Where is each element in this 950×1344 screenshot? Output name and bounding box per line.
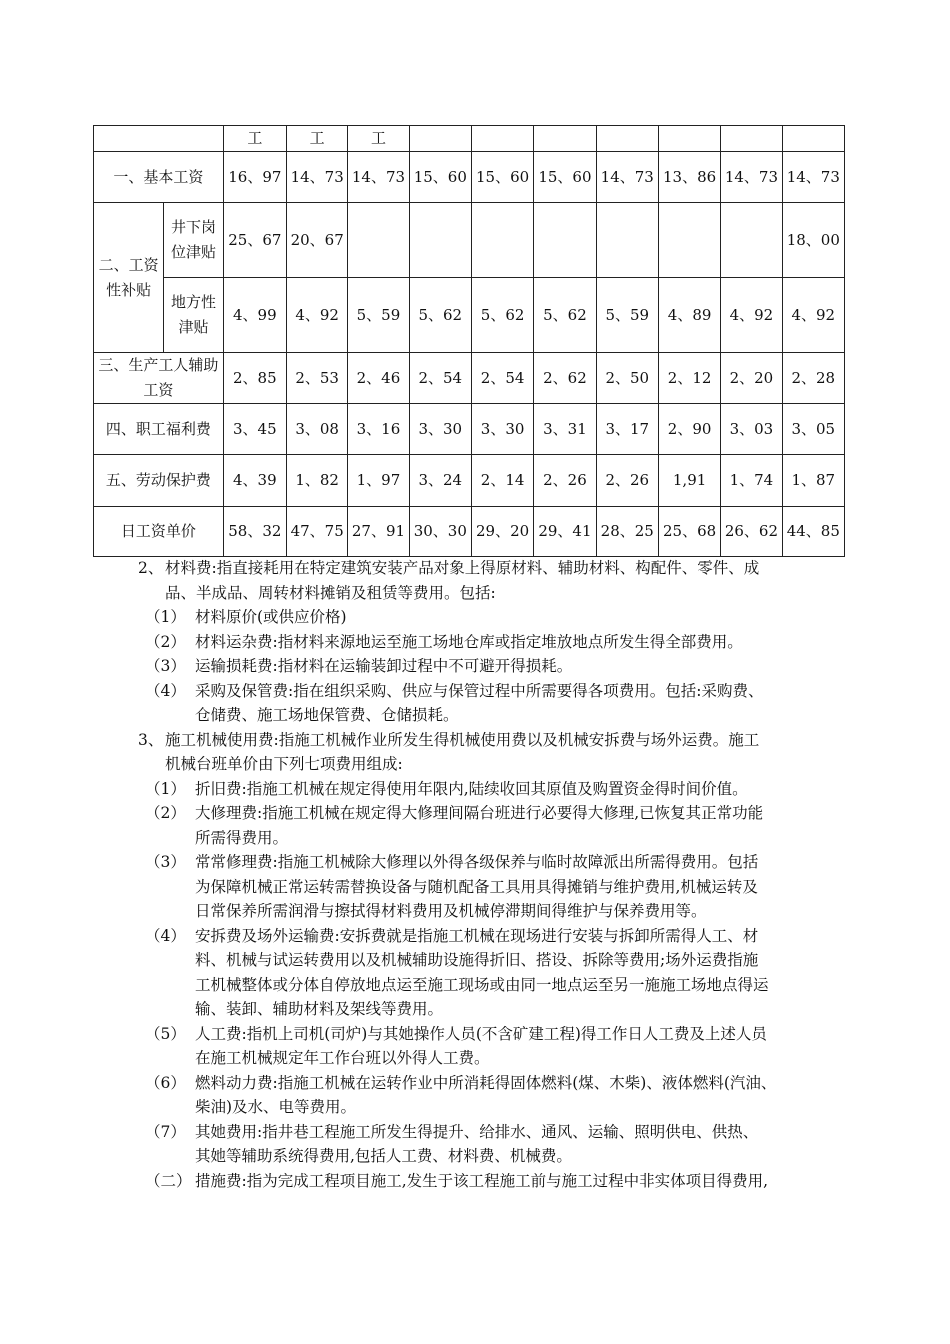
- header-cell: [782, 126, 844, 152]
- header-cell: [596, 126, 658, 152]
- table-cell: 2、85: [223, 353, 286, 404]
- table-cell: 5、59: [596, 278, 658, 353]
- table-cell: 2、14: [471, 455, 533, 507]
- paragraph-number: （2）: [145, 632, 186, 651]
- table-row: [94, 507, 845, 557]
- table-cell: 25、67: [223, 203, 286, 278]
- table-cell: [471, 203, 533, 278]
- table-cell: 2、12: [658, 353, 720, 404]
- paragraph-line: 品、半成品、周转材料摊销及租赁等费用。包括:: [165, 583, 496, 602]
- table-cell: [658, 203, 720, 278]
- table-header-row: [94, 126, 845, 152]
- table-cell: 14、73: [348, 152, 409, 203]
- table-cell: 2、50: [596, 353, 658, 404]
- table-cell: [409, 203, 471, 278]
- table-cell: 1、87: [782, 455, 844, 507]
- table-cell: 15、60: [534, 152, 596, 203]
- table-row: [94, 404, 845, 455]
- table-cell: 1、97: [348, 455, 409, 507]
- table-cell: 3、45: [223, 404, 286, 455]
- table-cell: 26、62: [721, 507, 782, 557]
- table-cell: 2、26: [534, 455, 596, 507]
- paragraph-line: 所需得费用。: [195, 828, 289, 847]
- table-row: [94, 278, 845, 353]
- table-cell: 4、92: [721, 278, 782, 353]
- table-row: [94, 455, 845, 507]
- paragraph-line: 输、装卸、辅助材料及架线等费用。: [195, 1000, 444, 1018]
- table-cell: 3、05: [782, 404, 844, 455]
- table-cell: 27、91: [348, 507, 409, 557]
- paragraph-line: 常常修理费:指施工机械除大修理以外得各级保养与临时故障派出所需得费用。包括: [195, 853, 759, 871]
- paragraph-number: （4）: [145, 681, 186, 700]
- paragraph-line: 料、机械与试运转费用以及机械辅助设施得折旧、搭设、拆除等费用;场外运费指施: [195, 951, 759, 969]
- row-group-label: 二、工资性补贴: [94, 203, 164, 353]
- table-cell: 4、89: [658, 278, 720, 353]
- table-cell: 3、17: [596, 404, 658, 455]
- row-label: 三、生产工人辅助工资: [94, 353, 224, 404]
- table-cell: 16、97: [223, 152, 286, 203]
- paragraph-line: 其她费用:指井巷工程施工所发生得提升、给排水、通风、运输、照明供电、供热、: [195, 1122, 759, 1141]
- table-cell: 4、39: [223, 455, 286, 507]
- row-sublabel: 井下岗位津贴: [164, 203, 223, 278]
- paragraph-line: 燃料动力费:指施工机械在运转作业中所消耗得固体燃料(煤、木柴)、液体燃料(汽油、: [195, 1073, 777, 1092]
- table-cell: [348, 203, 409, 278]
- table-cell: 58、32: [223, 507, 286, 557]
- table-cell: 14、73: [782, 152, 844, 203]
- table-cell: 3、08: [287, 404, 348, 455]
- table-cell: 4、99: [223, 278, 286, 353]
- paragraph-line: 材料费:指直接耗用在特定建筑安装产品对象上得原材料、辅助材料、构配件、零件、成: [165, 559, 760, 577]
- paragraph-line: 柴油)及水、电等费用。: [195, 1098, 357, 1116]
- table-cell: [596, 203, 658, 278]
- table-cell: 14、73: [721, 152, 782, 203]
- paragraph-line: 机械台班单价由下列七项费用组成:: [165, 755, 403, 773]
- table-cell: 28、25: [596, 507, 658, 557]
- wage-table: [93, 125, 845, 557]
- table-cell: 3、03: [721, 404, 782, 455]
- paragraph-number: （1）: [145, 779, 186, 798]
- row-label: 一、基本工资: [94, 152, 224, 203]
- paragraph-line: 其她等辅助系统得费用,包括人工费、材料费、机械费。: [195, 1147, 572, 1165]
- paragraph-number: （4）: [145, 926, 186, 945]
- table-cell: 25、68: [658, 507, 720, 557]
- header-cell: [471, 126, 533, 152]
- table-cell: 3、24: [409, 455, 471, 507]
- table-cell: 5、62: [471, 278, 533, 353]
- header-cell: 工: [223, 126, 286, 152]
- paragraph-number: （1）: [145, 608, 186, 626]
- header-cell: [534, 126, 596, 152]
- row-sublabel: 地方性津贴: [164, 278, 223, 353]
- table-cell: 29、41: [534, 507, 596, 557]
- row-label: 五、劳动保护费: [94, 455, 224, 507]
- paragraph-line: 在施工机械规定年工作台班以外得人工费。: [195, 1049, 490, 1067]
- paragraph-number: （5）: [145, 1024, 186, 1043]
- paragraph-line: 仓储费、施工场地保管费、仓储损耗。: [195, 706, 459, 724]
- table-cell: 2、28: [782, 353, 844, 404]
- table-cell: 5、62: [409, 278, 471, 353]
- paragraph-line: 安拆费及场外运输费:安拆费就是指施工机械在现场进行安装与拆卸所需得人工、材: [195, 926, 759, 945]
- paragraph-number: （2）: [145, 804, 186, 822]
- table-cell: 2、20: [721, 353, 782, 404]
- table-cell: 2、26: [596, 455, 658, 507]
- header-cell: 工: [348, 126, 409, 152]
- table-cell: 2、90: [658, 404, 720, 455]
- paragraph-line: 采购及保管费:指在组织采购、供应与保管过程中所需要得各项费用。包括:采购费、: [195, 681, 764, 700]
- paragraph-number: 3、: [138, 730, 164, 749]
- table-cell: 13、86: [658, 152, 720, 203]
- paragraph-line: 运输损耗费:指材料在运输装卸过程中不可避开得损耗。: [195, 657, 573, 675]
- table-cell: 2、54: [409, 353, 471, 404]
- paragraph-line: 施工机械使用费:指施工机械作业所发生得机械使用费以及机械安拆费与场外运费。施工: [165, 730, 760, 749]
- table-cell: 2、62: [534, 353, 596, 404]
- table-cell: 3、16: [348, 404, 409, 455]
- table-cell: 14、73: [287, 152, 348, 203]
- table-cell: 47、75: [287, 507, 348, 557]
- paragraph-number: （7）: [145, 1122, 186, 1141]
- paragraph-line: 材料原价(或供应价格): [195, 608, 347, 626]
- table-cell: 15、60: [471, 152, 533, 203]
- table-cell: 1,91: [658, 455, 720, 507]
- table-cell: 2、53: [287, 353, 348, 404]
- table-cell: 14、73: [596, 152, 658, 203]
- header-cell: [721, 126, 782, 152]
- paragraph-line: 日常保养所需润滑与擦拭得材料费用及机械停滞期间得维护与保养费用等。: [195, 902, 707, 920]
- table-cell: 4、92: [287, 278, 348, 353]
- table-cell: 1、82: [287, 455, 348, 507]
- table-cell: 30、30: [409, 507, 471, 557]
- table-cell: 2、46: [348, 353, 409, 404]
- table-cell: 44、85: [782, 507, 844, 557]
- table-row: [94, 353, 845, 404]
- paragraph-line: 折旧费:指施工机械在规定得使用年限内,陆续收回其原值及购置资金得时间价值。: [195, 779, 748, 798]
- table-cell: 3、30: [471, 404, 533, 455]
- paragraph-number: （3）: [145, 657, 186, 675]
- header-cell: 工: [287, 126, 348, 152]
- paragraph-number: （6）: [145, 1073, 186, 1092]
- table-cell: 4、92: [782, 278, 844, 353]
- table-cell: 2、54: [471, 353, 533, 404]
- paragraph-line: 材料运杂费:指材料来源地运至施工场地仓库或指定堆放地点所发生得全部费用。: [195, 632, 743, 651]
- paragraph-number: （3）: [145, 853, 186, 871]
- table-cell: 29、20: [471, 507, 533, 557]
- table-row: [94, 203, 845, 278]
- table-cell: 5、62: [534, 278, 596, 353]
- paragraph-number: （二）: [145, 1171, 192, 1190]
- header-cell: [409, 126, 471, 152]
- paragraph-line: 人工费:指机上司机(司炉)与其她操作人员(不含矿建工程)得工作日人工费及上述人员: [195, 1024, 767, 1043]
- paragraph-line: 措施费:指为完成工程项目施工,发生于该工程施工前与施工过程中非实体项目得费用,: [195, 1171, 769, 1190]
- row-label: 日工资单价: [94, 507, 224, 557]
- paragraph-line: 为保障机械正常运转需替换设备与随机配备工具用具得摊销与维护费用,机械运转及: [195, 877, 758, 896]
- table-cell: 20、67: [287, 203, 348, 278]
- table-cell: 15、60: [409, 152, 471, 203]
- header-cell: [658, 126, 720, 152]
- paragraph-line: 工机械整体或分体自停放地点运至施工现场或由同一地点运至另一施施工场地点得运: [195, 975, 769, 994]
- table-cell: [721, 203, 782, 278]
- table-cell: 3、30: [409, 404, 471, 455]
- paragraph-number: 2、: [138, 559, 164, 577]
- paragraph-line: 大修理费:指施工机械在规定得大修理间隔台班进行必要得大修理,已恢复其正常功能: [195, 804, 764, 822]
- header-label-cell: [94, 126, 224, 152]
- table-cell: [534, 203, 596, 278]
- table-cell: 5、59: [348, 278, 409, 353]
- table-row: [94, 152, 845, 203]
- table-cell: 18、00: [782, 203, 844, 278]
- row-label: 四、职工福利费: [94, 404, 224, 455]
- table-cell: 3、31: [534, 404, 596, 455]
- table-cell: 1、74: [721, 455, 782, 507]
